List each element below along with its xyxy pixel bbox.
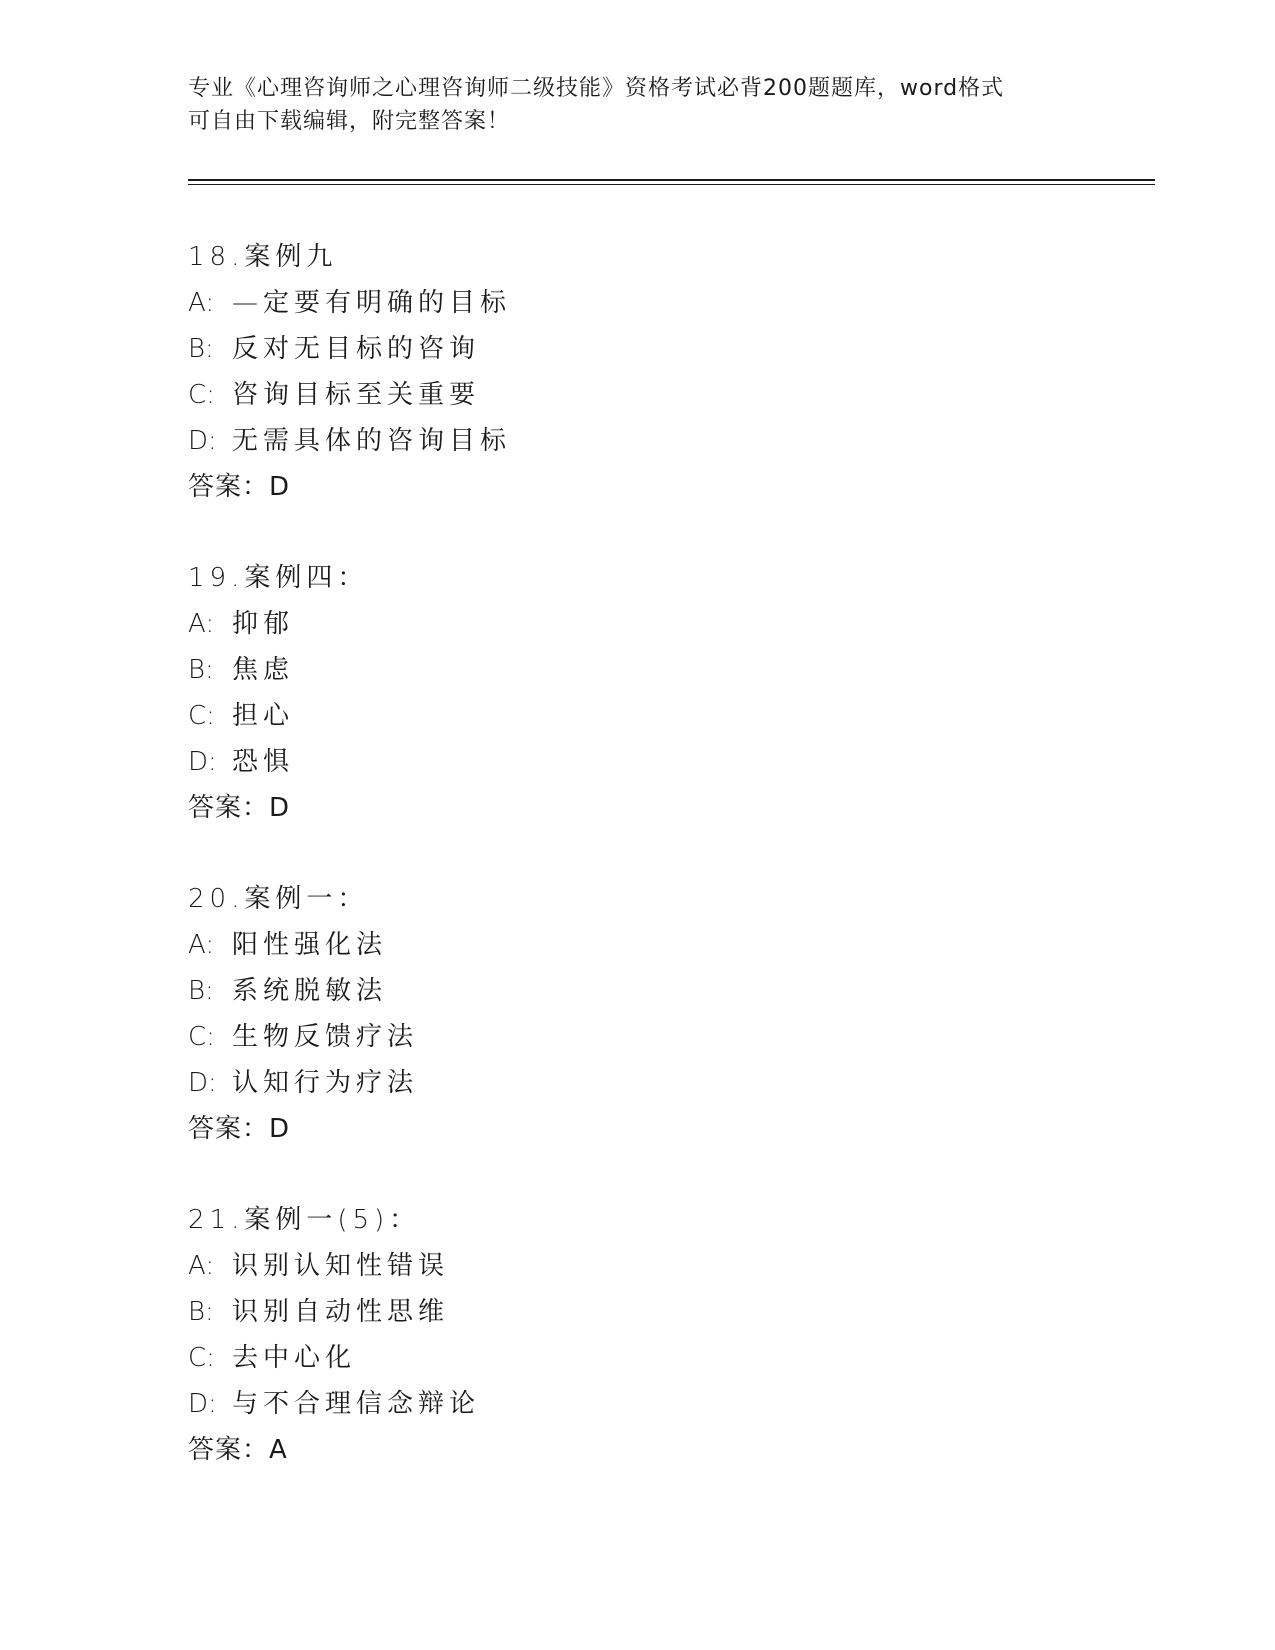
option-b xyxy=(188,968,1088,1014)
option-text: 系统脱敏法 xyxy=(232,976,388,1006)
option-text: 识别自动性思维 xyxy=(232,1297,450,1327)
answer-line: 答案：D xyxy=(188,472,291,502)
option-b xyxy=(188,326,1088,372)
question-18 xyxy=(188,234,1088,555)
option-a xyxy=(188,1243,1088,1289)
header-rule-thin xyxy=(188,184,1155,185)
option-text: 去中心化 xyxy=(232,1343,357,1373)
option-letter: C: xyxy=(188,1343,215,1373)
question-19 xyxy=(188,555,1088,876)
question-title: 19.案例四： xyxy=(188,563,369,593)
option-letter: D: xyxy=(188,1068,217,1098)
question-list xyxy=(188,234,1088,1518)
option-letter: D: xyxy=(188,426,217,456)
option-text: 抑郁 xyxy=(232,609,295,639)
option-a xyxy=(188,601,1088,647)
header-line-2: 可自由下载编辑，附完整答案！ xyxy=(188,109,511,134)
option-letter: A: xyxy=(188,288,215,318)
option-letter: D: xyxy=(188,747,217,777)
option-letter: B: xyxy=(188,1297,214,1327)
option-letter: B: xyxy=(188,655,214,685)
option-letter: D: xyxy=(188,1389,217,1419)
answer-line: 答案：A xyxy=(188,1435,288,1465)
option-letter: A: xyxy=(188,930,215,960)
option-text: 认知行为疗法 xyxy=(232,1068,419,1098)
option-text: 与不合理信念辩论 xyxy=(232,1389,481,1419)
option-a xyxy=(188,280,1088,326)
option-text: 识别认知性错误 xyxy=(232,1251,450,1281)
question-title: 20.案例一： xyxy=(188,884,369,914)
option-a xyxy=(188,922,1088,968)
question-title: 21.案例一(5)： xyxy=(188,1205,421,1235)
option-d xyxy=(188,418,1088,464)
option-text: 咨询目标至关重要 xyxy=(232,380,481,410)
option-text: 生物反馈疗法 xyxy=(232,1022,419,1052)
question-20 xyxy=(188,876,1088,1197)
document-header xyxy=(188,72,1088,138)
header-rule-thick xyxy=(188,179,1155,181)
option-d xyxy=(188,1060,1088,1106)
option-c xyxy=(188,693,1088,739)
option-b xyxy=(188,647,1088,693)
option-letter: B: xyxy=(188,334,214,364)
option-c xyxy=(188,372,1088,418)
option-d xyxy=(188,1381,1088,1427)
option-text: 恐惧 xyxy=(232,747,295,777)
option-c xyxy=(188,1335,1088,1381)
option-c xyxy=(188,1014,1088,1060)
header-line-1: 专业《心理咨询师之心理咨询师二级技能》资格考试必背200题题库，word格式 xyxy=(188,76,1005,101)
option-letter: A: xyxy=(188,1251,215,1281)
option-d xyxy=(188,739,1088,785)
option-letter: C: xyxy=(188,1022,215,1052)
answer-line: 答案：D xyxy=(188,793,291,823)
option-text: 反对无目标的咨询 xyxy=(232,334,481,364)
question-title: 18.案例九 xyxy=(188,242,338,272)
option-text: 无需具体的咨询目标 xyxy=(232,426,512,456)
option-letter: B: xyxy=(188,976,214,1006)
option-text: 担心 xyxy=(232,701,295,731)
option-text: 焦虑 xyxy=(232,655,295,685)
option-letter: C: xyxy=(188,701,215,731)
question-21 xyxy=(188,1197,1088,1518)
option-text: 阳性强化法 xyxy=(232,930,388,960)
option-letter: C: xyxy=(188,380,215,410)
option-letter: A: xyxy=(188,609,215,639)
option-b xyxy=(188,1289,1088,1335)
option-text: —定要有明确的目标 xyxy=(232,288,512,318)
answer-line: 答案：D xyxy=(188,1114,291,1144)
